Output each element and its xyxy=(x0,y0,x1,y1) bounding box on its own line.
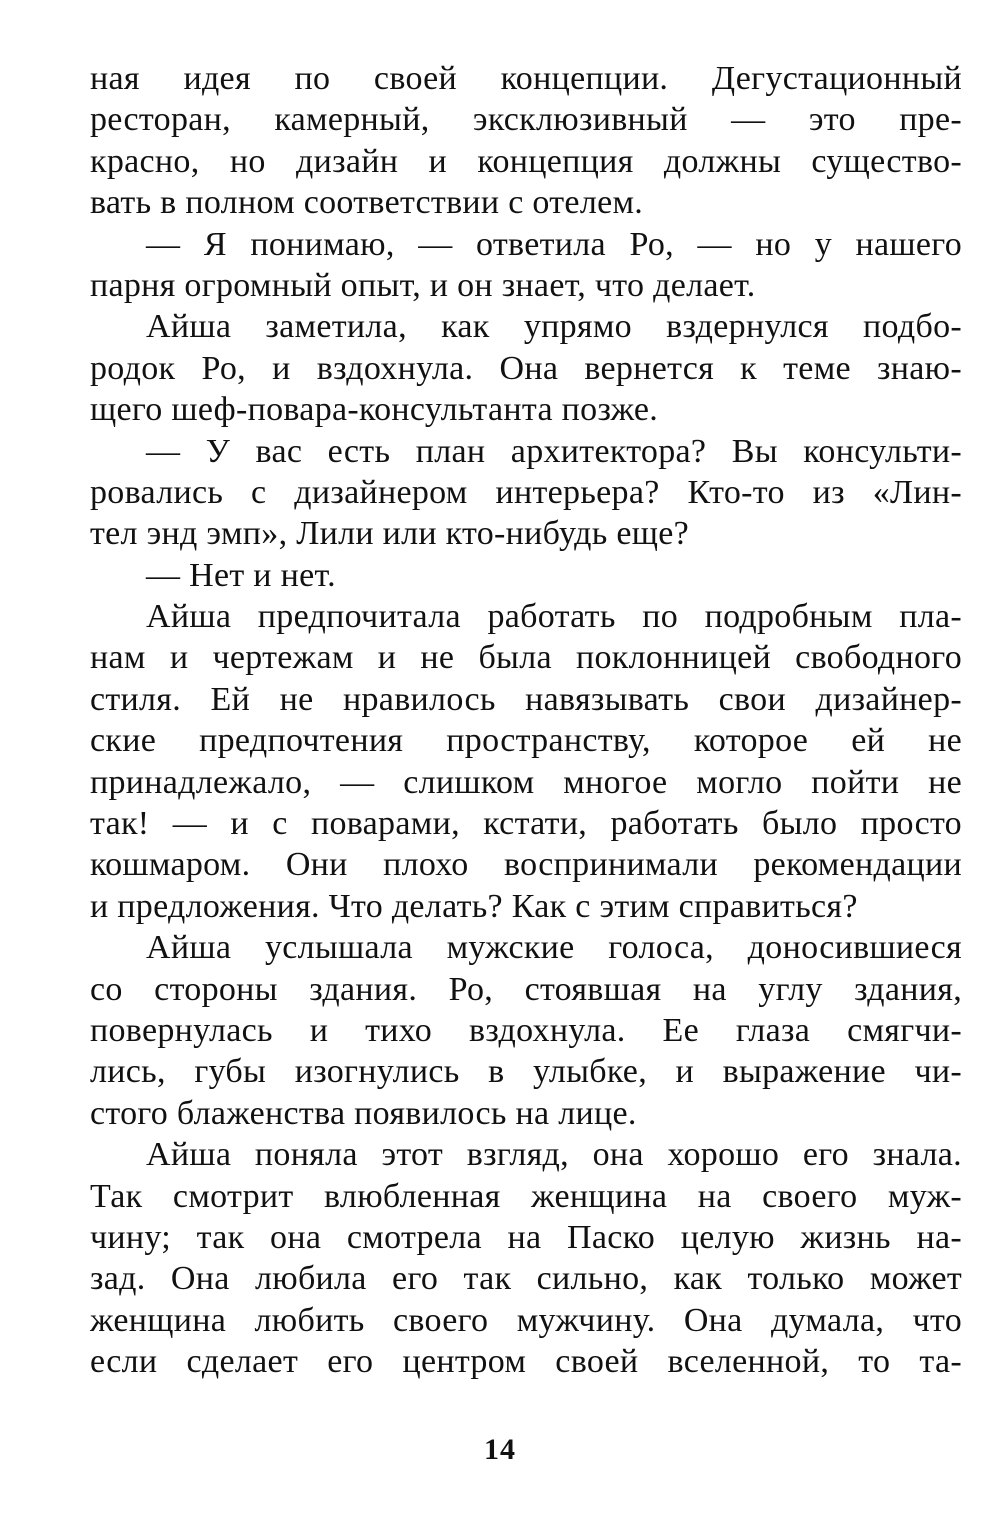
text-line: родок Ро, и вздохнула. Она вернется к теме знаю- xyxy=(90,349,962,387)
text-line: Айша заметила, как упрямо вздернулся подбо- xyxy=(146,308,962,346)
text-line: стого блаженства появилось на лице. xyxy=(90,1094,637,1132)
page-number: 14 xyxy=(484,1433,516,1466)
text-line: Айша поняла этот взгляд, она хорошо его знала. xyxy=(146,1136,962,1174)
text-line: — У вас есть план архитектора? Вы консульти- xyxy=(146,432,962,470)
text-line: ские предпочтения пространству, которое ей не xyxy=(90,722,962,760)
text-line: кошмаром. Они плохо воспринимали рекомендации xyxy=(90,846,962,884)
text-line: стиля. Ей не нравилось навязывать свои дизайнер- xyxy=(90,680,962,718)
text-line: так! — и с поварами, кстати, работать было просто xyxy=(90,805,962,843)
text-line: Айша услышала мужские голоса, доносившиеся xyxy=(146,929,962,967)
text-line: — Нет и нет. xyxy=(146,556,336,594)
text-line: зад. Она любила его так сильно, как только может xyxy=(90,1260,962,1298)
text-line: красно, но дизайн и концепция должны существо- xyxy=(90,142,962,180)
text-line: Так смотрит влюбленная женщина на своего муж- xyxy=(90,1177,962,1215)
text-line: тел энд эмп», Лили или кто-нибудь еще? xyxy=(90,515,689,553)
text-line: ная идея по своей концепции. Дегустационный xyxy=(90,60,962,97)
text-line: женщина любить своего мужчину. Она думала, что xyxy=(90,1301,962,1339)
text-line: — Я понимаю, — ответила Ро, — но у нашего xyxy=(146,225,962,263)
text-line: со стороны здания. Ро, стоявшая на углу здания, xyxy=(90,970,962,1008)
text-line: лись, губы изогнулись в улыбке, и выражение чи- xyxy=(90,1053,962,1091)
text-line: нам и чертежам и не была поклонницей свободного xyxy=(90,639,962,677)
text-line: и предложения. Что делать? Как с этим справиться? xyxy=(90,887,858,925)
text-line: повернулась и тихо вздохнула. Ее глаза смягчи- xyxy=(90,1011,962,1049)
text-line: если сделает его центром своей вселенной, то та- xyxy=(90,1343,962,1381)
body-text xyxy=(90,58,962,1383)
text-line: вать в полном соответствии с отелем. xyxy=(90,184,644,222)
text-line: щего шеф-повара-консультанта позже. xyxy=(90,391,659,429)
text-line: чину; так она смотрела на Паско целую жизнь на- xyxy=(90,1218,962,1256)
text-line: принадлежало, — слишком многое могло пойти не xyxy=(90,763,962,801)
text-line: парня огромный опыт, и он знает, что делает. xyxy=(90,266,756,304)
text-line: ресторан, камерный, эксклюзивный — это пре- xyxy=(90,101,962,139)
text-line: ровались с дизайнером интерьера? Кто-то из «Лин- xyxy=(90,473,962,511)
text-line: Айша предпочитала работать по подробным пла- xyxy=(146,598,962,636)
